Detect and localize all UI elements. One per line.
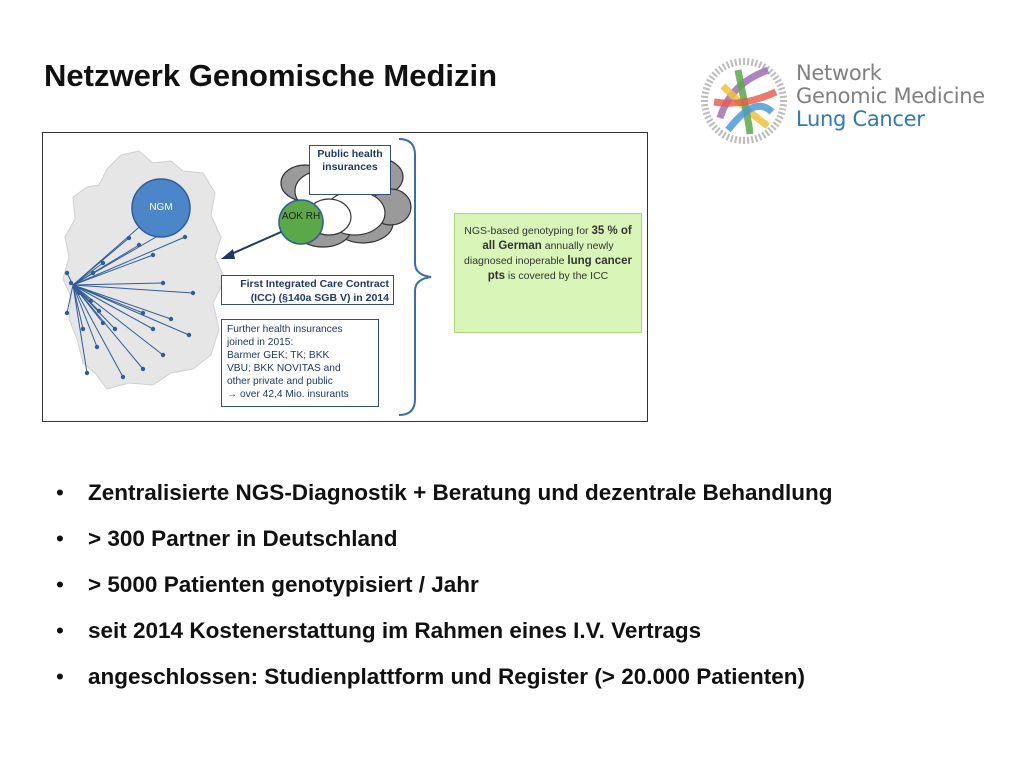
further-line: other private and public: [227, 376, 333, 387]
further-insurances-box: [221, 319, 379, 407]
bullet-item: • Zentralisierte NGS-Diagnostik + Beratung und dezentrale Behandlung: [56, 478, 833, 524]
ngm-logo-icon: [698, 56, 790, 146]
bullet-item: • > 300 Partner in Deutschland: [56, 524, 833, 570]
ngm-circle-label: NGM: [149, 202, 173, 213]
icc-box: First Integrated Care Contract (ICC) (§140a SGB V) in 2014: [221, 275, 394, 305]
green-text-3: annually newly diagnosed inoperable: [464, 240, 614, 267]
logo-wordmark: [796, 62, 985, 131]
brace: [399, 139, 431, 415]
green-text-1: NGS-based genotyping for: [464, 225, 592, 237]
ngs-coverage-box: [454, 213, 642, 333]
aok-circle-label: AOK RH: [281, 211, 321, 222]
further-line: → over 42,4 Mio. insurants: [227, 389, 349, 400]
green-text-2: 35 % of all German: [482, 225, 632, 252]
bullet-item: • seit 2014 Kostenerstattung im Rahmen eines I.V. Vertrags: [56, 616, 833, 662]
green-text-5: is covered by the ICC: [504, 270, 609, 282]
logo-line-lung: Lung Cancer: [796, 107, 925, 131]
bullet-item: • > 5000 Patienten genotypisiert / Jahr: [56, 570, 833, 616]
slide-title: Netzwerk Genomische Medizin: [44, 58, 498, 93]
bullet-item: • angeschlossen: Studienplattform und Register (> 20.000 Patienten): [56, 662, 833, 708]
green-text-4: lung cancer pts: [487, 255, 632, 282]
further-line: joined in 2015:: [227, 337, 294, 348]
further-line: VBU; BKK NOVITAS and: [227, 363, 341, 374]
public-insurance-box: Public health insurances: [309, 145, 391, 195]
further-line: Further health insurances: [227, 324, 343, 335]
bullet-list: [56, 478, 833, 708]
logo-line-network: Network: [796, 61, 882, 85]
further-line: Barmer GEK; TK; BKK: [227, 350, 330, 361]
logo-line-genomic: Genomic Medicine: [796, 84, 985, 108]
network-diagram: [42, 132, 648, 422]
